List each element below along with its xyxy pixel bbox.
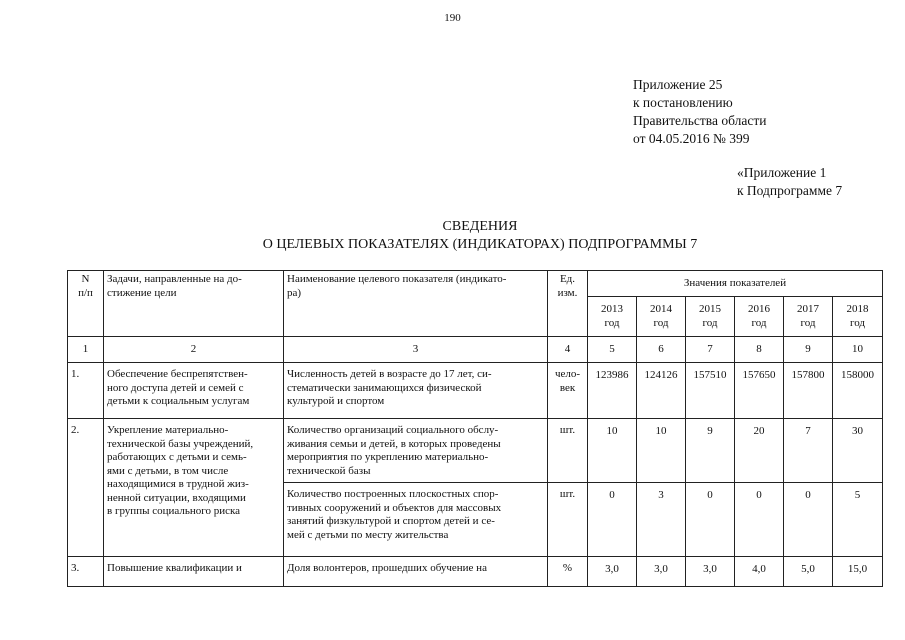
table-row [68, 363, 883, 419]
appendix-line-2: к постановлению [633, 95, 733, 110]
row-value: 0 [686, 483, 735, 557]
row-value: 7 [784, 419, 833, 483]
column-number: 2 [104, 337, 284, 363]
row-unit: шт. [548, 419, 588, 483]
row-value: 30 [833, 419, 883, 483]
row-value: 10 [588, 419, 637, 483]
row-unit: % [548, 557, 588, 587]
row-value: 0 [735, 483, 784, 557]
row-value: 20 [735, 419, 784, 483]
year-header: 2014 год [637, 297, 686, 337]
column-number: 6 [637, 337, 686, 363]
appendix-line-4: от 04.05.2016 № 399 [633, 131, 750, 146]
title-line-1: СВЕДЕНИЯ [442, 219, 518, 234]
row-indicator: Доля волонтеров, прошедших обучение на [284, 557, 548, 587]
inner-appendix-line-1: «Приложение 1 [737, 165, 827, 180]
column-number: 3 [284, 337, 548, 363]
column-number: 4 [548, 337, 588, 363]
header-values: Значения показателей [588, 271, 883, 297]
row-value: 5,0 [784, 557, 833, 587]
header-unit: Ед. изм. [548, 271, 588, 337]
column-number: 5 [588, 337, 637, 363]
header-row [68, 271, 883, 297]
row-unit: шт. [548, 483, 588, 557]
column-number: 8 [735, 337, 784, 363]
row-task: Обеспечение беспрепятствен- ного доступа детей и семей с детьми к социальным услугам [104, 363, 284, 419]
column-number: 9 [784, 337, 833, 363]
inner-appendix-line-2: к Подпрограмме 7 [737, 183, 843, 198]
appendix-line-1: Приложение 25 [633, 77, 723, 92]
column-number: 1 [68, 337, 104, 363]
year-header: 2013 год [588, 297, 637, 337]
row-value: 5 [833, 483, 883, 557]
page-number: 190 [444, 12, 461, 24]
row-indicator: Количество организаций социального обслу- живания семьи и детей, в которых проведены мероприятия по укреплению материально- технической базы [284, 419, 548, 483]
row-value: 9 [686, 419, 735, 483]
row-value: 4,0 [735, 557, 784, 587]
row-num: 1. [68, 363, 104, 419]
row-value: 157650 [735, 363, 784, 419]
year-header: 2015 год [686, 297, 735, 337]
row-num: 3. [68, 557, 104, 587]
row-value: 3,0 [637, 557, 686, 587]
header-num: N п/п [68, 271, 104, 337]
table-row [68, 557, 883, 587]
row-value: 0 [588, 483, 637, 557]
row-unit: чело- век [548, 363, 588, 419]
row-value: 3 [637, 483, 686, 557]
row-value: 158000 [833, 363, 883, 419]
header-indicator: Наименование целевого показателя (индикато- ра) [284, 271, 548, 337]
title-line-2: О ЦЕЛЕВЫХ ПОКАЗАТЕЛЯХ (ИНДИКАТОРАХ) ПОДПРОГРАММЫ 7 [262, 237, 698, 252]
row-indicator: Численность детей в возрасте до 17 лет, си- стематически занимающихся физической культурой и спортом [284, 363, 548, 419]
inner-appendix-block [737, 164, 842, 200]
row-value: 0 [784, 483, 833, 557]
row-value: 15,0 [833, 557, 883, 587]
row-value: 157800 [784, 363, 833, 419]
appendix-block [633, 76, 766, 148]
row-value: 123986 [588, 363, 637, 419]
row-indicator: Количество построенных плоскостных спор- тивных сооружений и объектов для массовых занятий физкультурой и спортом детей и се- мей с детьми по месту жительства [284, 483, 548, 557]
row-value: 10 [637, 419, 686, 483]
row-task: Повышение квалификации и [104, 557, 284, 587]
row-num: 2. [68, 419, 104, 557]
row-value: 157510 [686, 363, 735, 419]
year-header: 2017 год [784, 297, 833, 337]
header-task: Задачи, направленные на до- стижение цели [104, 271, 284, 337]
column-number: 7 [686, 337, 735, 363]
row-value: 124126 [637, 363, 686, 419]
indicators-table [67, 270, 883, 587]
document-title [0, 218, 905, 254]
table-row [68, 419, 883, 483]
appendix-line-3: Правительства области [633, 113, 767, 128]
row-task: Укрепление материально- технической базы учреждений, работающих с детьми и семь- ями с детьми, в том числе находящимися в трудной жиз- ненной ситуации, входящими в группы социального риска [104, 419, 284, 557]
year-header: 2016 год [735, 297, 784, 337]
row-value: 3,0 [588, 557, 637, 587]
column-number: 10 [833, 337, 883, 363]
row-value: 3,0 [686, 557, 735, 587]
column-numbers-row [68, 337, 883, 363]
year-header: 2018 год [833, 297, 883, 337]
